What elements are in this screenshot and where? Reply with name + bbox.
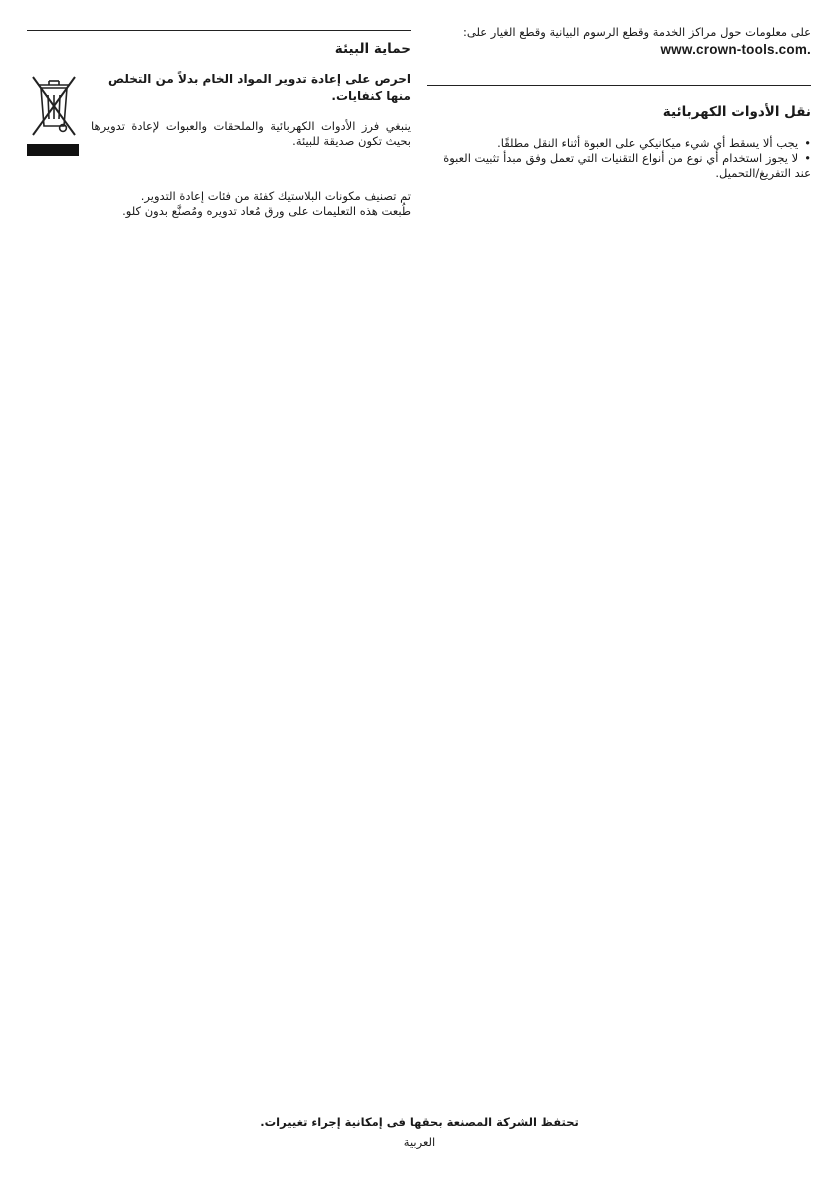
section-divider (27, 30, 411, 31)
section-divider (427, 85, 811, 86)
environment-section-title: حماية البيئة (334, 41, 411, 57)
environment-column (27, 24, 411, 219)
service-and-transport-column (427, 24, 811, 181)
website-url[interactable]: www.crown-tools.com. (660, 42, 811, 57)
list-item: •لا يجوز استخدام أي نوع من أنواع التقنيات التي تعمل وفق مبدأ تثبيت العبوة عند التفريغ/التحميل. (443, 151, 811, 180)
paper-note: طُبعت هذه التعليمات على ورق مُعاد تدويره ومُصنَّع بدون كلو. (122, 204, 411, 218)
crossed-out-wheelie-bin-icon (27, 71, 81, 161)
transport-bullet-list (427, 136, 811, 181)
language-label: العربية (403, 1135, 436, 1149)
transport-section-title: نقل الأدوات الكهربائية (662, 104, 811, 120)
manufacturer-rights-note: تحتفظ الشركة المصنعة بحقها فى إمكانية إجراء تغييرات. (260, 1115, 579, 1129)
service-info-text: على معلومات حول مراكز الخدمة وقطع الرسوم البيانية وقطع الغيار على: (463, 25, 811, 39)
recycle-instruction: احرص على إعادة تدوير المواد الخام بدلاً من التخلص منها كنفايات. (107, 72, 411, 103)
bullet-icon: • (804, 136, 811, 150)
bullet-icon: • (804, 151, 811, 165)
plastic-note: تم تصنيف مكونات البلاستيك كفئة من فئات إعادة التدوير. (140, 189, 411, 203)
page-footer (0, 1115, 839, 1149)
list-item: •يجب ألا يسقط أي شيء ميكانيكي على العبوة أثناء النقل مطلقًا. (497, 136, 811, 150)
environment-block (27, 71, 411, 189)
sorting-instruction: ينبغي فرز الأدوات الكهربائية والملحقات والعبوات لإعادة تدويرها بحيث تكون صديقة للبيئة. (91, 119, 411, 148)
